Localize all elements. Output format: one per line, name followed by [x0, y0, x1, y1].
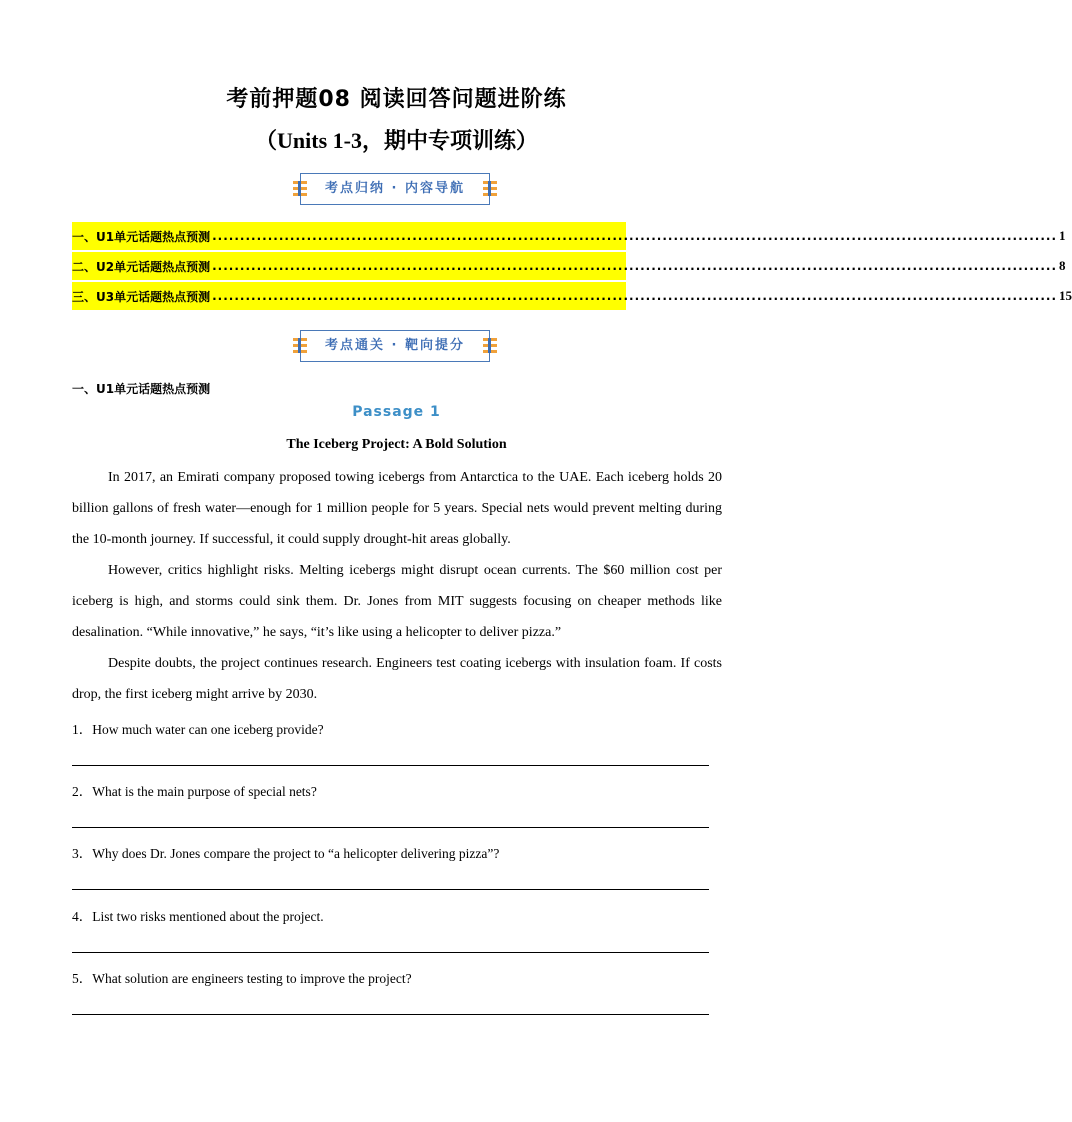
question-4: 4．List two risks mentioned about the project.	[72, 909, 324, 924]
question-3: 3．Why does Dr. Jones compare the project to “a helicopter delivering pizza”?	[72, 846, 500, 861]
banner-decoration-icon	[293, 338, 307, 354]
banner-decoration-icon	[293, 181, 307, 197]
toc-leader: ........................................................................................................................................................	[212, 229, 1058, 243]
practice-banner	[300, 330, 490, 362]
toc-item[interactable]	[72, 282, 1072, 310]
answer-line-3[interactable]	[72, 889, 709, 890]
banner-decoration-icon	[483, 181, 497, 197]
passage-paragraph: Despite doubts, the project continues research. Engineers test coating icebergs with insulation foam. If costs drop, the first iceberg might arrive by 2030.	[72, 656, 722, 702]
toc-item[interactable]	[72, 222, 1066, 250]
toc-item-page: 8	[1059, 258, 1066, 273]
page-title: 考前押题08 阅读回答问题进阶练	[226, 87, 567, 112]
toc-item[interactable]	[72, 252, 1066, 280]
toc-item-page: 1	[1059, 228, 1066, 243]
answer-line-4[interactable]	[72, 952, 709, 953]
toc-item-label: 二、U2单元话题热点预测	[72, 259, 211, 274]
page-subtitle	[0, 124, 793, 155]
practice-banner-label: 考点通关 · 靶向提分	[325, 338, 465, 353]
subtitle-prefix: （Units 1-3，	[255, 128, 384, 153]
banner-decoration-icon	[483, 338, 497, 354]
answer-line-1[interactable]	[72, 765, 709, 766]
section-heading: 一、U1单元话题热点预测	[72, 382, 211, 396]
passage-label: Passage 1	[352, 404, 441, 420]
toc-item-page: 15	[1059, 288, 1072, 303]
toc-banner-label: 考点归纳 · 内容导航	[325, 181, 465, 196]
question-2: 2．What is the main purpose of special nets?	[72, 784, 317, 799]
toc-leader: ........................................................................................................................................................	[212, 289, 1058, 303]
question-1: 1．How much water can one iceberg provide?	[72, 722, 324, 737]
toc-item-label: 三、U3单元话题热点预测	[72, 289, 211, 304]
question-5: 5．What solution are engineers testing to improve the project?	[72, 971, 412, 986]
passage-paragraph: In 2017, an Emirati company proposed towing icebergs from Antarctica to the UAE. Each iceberg holds 20 billion gallons of fresh water—enough for 1 million people for 5 years. Special nets would prevent melting during the 10-month journey. If successful, it could supply drought-hit areas globally.	[72, 470, 722, 547]
passage-paragraph: However, critics highlight risks. Melting icebergs might disrupt ocean currents. The $60 million cost per iceberg is high, and storms could sink them. Dr. Jones from MIT suggests focusing on cheaper methods like desalination. “While innovative,” he says, “it’s like using a helicopter to deliver pizza.”	[72, 563, 722, 640]
passage-body	[72, 462, 722, 710]
toc-leader: ........................................................................................................................................................	[212, 259, 1058, 273]
toc-banner	[300, 173, 490, 205]
subtitle-suffix: 期中专项训练）	[383, 129, 538, 154]
answer-line-5[interactable]	[72, 1014, 709, 1015]
answer-line-2[interactable]	[72, 827, 709, 828]
passage-title: The Iceberg Project: A Bold Solution	[286, 437, 507, 452]
toc-item-label: 一、U1单元话题热点预测	[72, 229, 211, 244]
table-of-contents	[72, 222, 1072, 312]
